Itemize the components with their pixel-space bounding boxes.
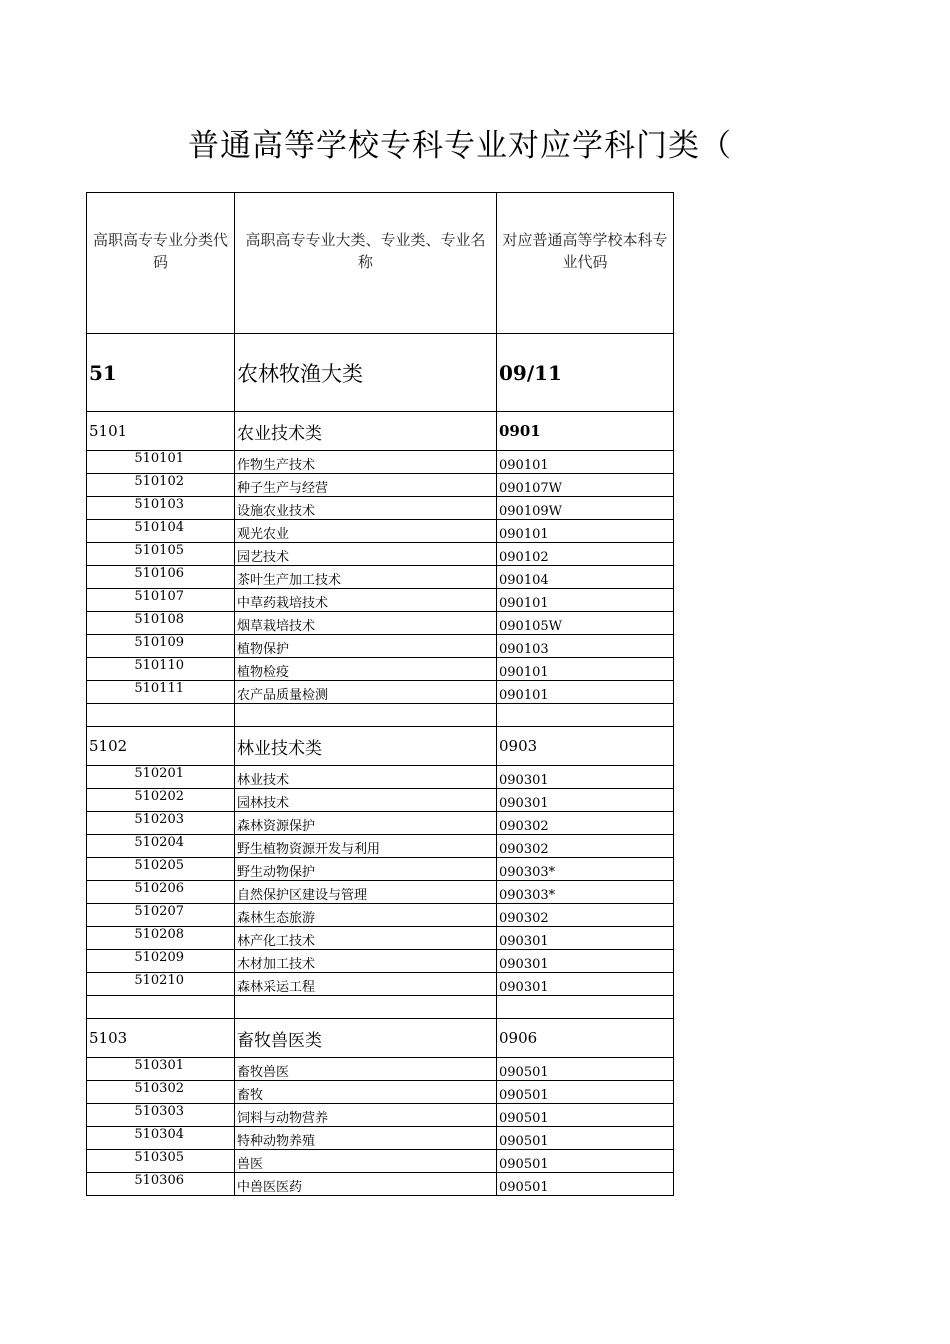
specialty-name: 林产化工技术 [235, 927, 497, 950]
undergrad-code: 090501 [497, 1104, 674, 1127]
specialty-code: 510103 [87, 497, 235, 520]
blank-row [87, 704, 674, 727]
table-row [87, 1173, 674, 1196]
specialty-name: 园艺技术 [235, 543, 497, 566]
specialty-name: 中兽医医药 [235, 1173, 497, 1196]
undergrad-code: 090301 [497, 789, 674, 812]
class-code: 5102 [87, 727, 235, 766]
specialty-name: 农产品质量检测 [235, 681, 497, 704]
specialty-name: 畜牧 [235, 1081, 497, 1104]
specialty-code: 510204 [87, 835, 235, 858]
undergrad-code: 090101 [497, 451, 674, 474]
class-name: 农业技术类 [235, 412, 497, 451]
header-row [87, 193, 674, 334]
specialty-code: 510306 [87, 1173, 235, 1196]
specialty-name: 特种动物养殖 [235, 1127, 497, 1150]
table-row [87, 927, 674, 950]
specialty-name: 森林资源保护 [235, 812, 497, 835]
table-row [87, 474, 674, 497]
specialty-code: 510107 [87, 589, 235, 612]
specialty-code: 510304 [87, 1127, 235, 1150]
specialty-name: 畜牧兽医 [235, 1058, 497, 1081]
table-row [87, 520, 674, 543]
undergrad-code: 090501 [497, 1058, 674, 1081]
table-row [87, 950, 674, 973]
major-category-row [87, 334, 674, 412]
table-row [87, 789, 674, 812]
undergrad-code: 090501 [497, 1081, 674, 1104]
blank-cell [87, 704, 235, 727]
specialty-code: 510208 [87, 927, 235, 950]
specialty-name: 园林技术 [235, 789, 497, 812]
specialty-code: 510201 [87, 766, 235, 789]
table-row [87, 612, 674, 635]
header-name [235, 193, 497, 334]
specialty-code: 510302 [87, 1081, 235, 1104]
specialty-code: 510102 [87, 474, 235, 497]
table-body [87, 193, 674, 1196]
specialty-code: 510301 [87, 1058, 235, 1081]
class-row [87, 1019, 674, 1058]
table-row [87, 835, 674, 858]
class-row [87, 412, 674, 451]
undergrad-code: 090302 [497, 904, 674, 927]
undergrad-code: 090101 [497, 658, 674, 681]
header-equiv-label: 对应普通高等学校本科专业代码 [502, 231, 668, 271]
specialty-name: 植物保护 [235, 635, 497, 658]
blank-cell [497, 996, 674, 1019]
class-row [87, 727, 674, 766]
specialty-code: 510108 [87, 612, 235, 635]
specialty-name: 饲料与动物营养 [235, 1104, 497, 1127]
specialty-code: 510305 [87, 1150, 235, 1173]
undergrad-code: 090105W [497, 612, 674, 635]
undergrad-code: 090501 [497, 1150, 674, 1173]
specialty-code: 510202 [87, 789, 235, 812]
specialty-name: 作物生产技术 [235, 451, 497, 474]
specialty-name: 烟草栽培技术 [235, 612, 497, 635]
header-code [87, 193, 235, 334]
undergrad-code: 090104 [497, 566, 674, 589]
table-row [87, 451, 674, 474]
table-row [87, 658, 674, 681]
table-row [87, 973, 674, 996]
table-row [87, 589, 674, 612]
header-equiv [497, 193, 674, 334]
table-row [87, 766, 674, 789]
page-title: 普通高等学校专科专业对应学科门类（ [188, 128, 732, 164]
specialty-name: 中草药栽培技术 [235, 589, 497, 612]
blank-cell [87, 996, 235, 1019]
undergrad-code: 090101 [497, 520, 674, 543]
specialty-code: 510106 [87, 566, 235, 589]
table-row [87, 858, 674, 881]
undergrad-code: 090301 [497, 766, 674, 789]
undergrad-code: 090303* [497, 858, 674, 881]
specialty-name: 林业技术 [235, 766, 497, 789]
specialty-name: 自然保护区建设与管理 [235, 881, 497, 904]
specialty-code: 510209 [87, 950, 235, 973]
specialty-code: 510111 [87, 681, 235, 704]
table-row [87, 1150, 674, 1173]
undergrad-code: 090301 [497, 927, 674, 950]
class-code: 5101 [87, 412, 235, 451]
specialty-name: 森林生态旅游 [235, 904, 497, 927]
class-name: 林业技术类 [235, 727, 497, 766]
major-name: 农林牧渔大类 [235, 334, 497, 412]
blank-cell [497, 704, 674, 727]
undergrad-code: 090302 [497, 812, 674, 835]
major-code: 51 [87, 334, 235, 412]
specialty-code: 510303 [87, 1104, 235, 1127]
specialty-code: 510207 [87, 904, 235, 927]
specialty-code: 510205 [87, 858, 235, 881]
table-row [87, 543, 674, 566]
undergrad-code: 090101 [497, 681, 674, 704]
specialty-code: 510203 [87, 812, 235, 835]
undergrad-code: 090107W [497, 474, 674, 497]
undergrad-code: 090109W [497, 497, 674, 520]
undergrad-code: 090303* [497, 881, 674, 904]
specialty-name: 木材加工技术 [235, 950, 497, 973]
table-row [87, 635, 674, 658]
undergrad-code: 090501 [497, 1173, 674, 1196]
specialty-code: 510206 [87, 881, 235, 904]
specialty-name: 兽医 [235, 1150, 497, 1173]
specialty-code: 510210 [87, 973, 235, 996]
specialty-name: 野生动物保护 [235, 858, 497, 881]
table-row [87, 904, 674, 927]
table-row [87, 881, 674, 904]
table-row [87, 812, 674, 835]
specialty-name: 野生植物资源开发与利用 [235, 835, 497, 858]
major-mapping-table [86, 192, 674, 1196]
blank-cell [235, 704, 497, 727]
specialty-code: 510110 [87, 658, 235, 681]
header-code-label: 高职高专专业分类代码 [92, 231, 228, 271]
class-code: 5103 [87, 1019, 235, 1058]
specialty-code: 510109 [87, 635, 235, 658]
undergrad-code: 090301 [497, 973, 674, 996]
class-name: 畜牧兽医类 [235, 1019, 497, 1058]
undergrad-code: 090501 [497, 1127, 674, 1150]
blank-cell [235, 996, 497, 1019]
specialty-name: 观光农业 [235, 520, 497, 543]
undergrad-code: 090302 [497, 835, 674, 858]
specialty-code: 510104 [87, 520, 235, 543]
specialty-name: 植物检疫 [235, 658, 497, 681]
specialty-name: 设施农业技术 [235, 497, 497, 520]
class-equiv: 0906 [497, 1019, 674, 1058]
class-equiv: 0903 [497, 727, 674, 766]
table-row [87, 1104, 674, 1127]
table-row [87, 1127, 674, 1150]
undergrad-code: 090102 [497, 543, 674, 566]
table-row [87, 497, 674, 520]
specialty-code: 510105 [87, 543, 235, 566]
table-row [87, 1081, 674, 1104]
class-equiv: 0901 [497, 412, 674, 451]
specialty-code: 510101 [87, 451, 235, 474]
table-row [87, 1058, 674, 1081]
specialty-name: 种子生产与经营 [235, 474, 497, 497]
blank-row [87, 996, 674, 1019]
table-row [87, 681, 674, 704]
specialty-name: 森林采运工程 [235, 973, 497, 996]
header-name-label: 高职高专专业大类、专业类、专业名称 [245, 231, 486, 271]
table-row [87, 566, 674, 589]
major-equiv: 09/11 [497, 334, 674, 412]
undergrad-code: 090101 [497, 589, 674, 612]
undergrad-code: 090301 [497, 950, 674, 973]
undergrad-code: 090103 [497, 635, 674, 658]
specialty-name: 茶叶生产加工技术 [235, 566, 497, 589]
